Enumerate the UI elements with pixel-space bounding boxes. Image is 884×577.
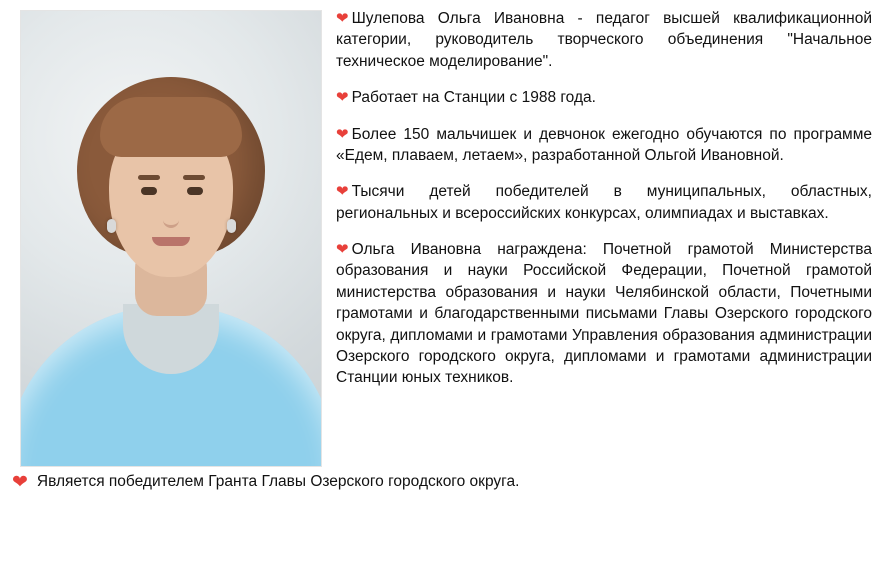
heart-icon: ❤: [336, 241, 349, 258]
heart-icon: ❤: [336, 125, 349, 143]
photo-eyebrow-left: [138, 175, 160, 180]
paragraph-text: Ольга Ивановна награждена: Почетной грамотой Министерства образования и науки Российской Федерации, Почетной грамотой министерства образования и науки Челябинской области, Почетными грамотами и благодарственными письмами Главы Озерского городского округа, дипломами и грамотами Управления образования администрации Озерского городского округа, дипломами и грамотами администрации Станции юных техников.: [336, 241, 872, 387]
portrait-photo: [20, 10, 322, 467]
photo-earring-right: [227, 219, 236, 233]
paragraph-grant: [12, 471, 872, 493]
photo-eye-left: [141, 187, 157, 195]
photo-eye-right: [187, 187, 203, 195]
heart-icon: ❤: [336, 183, 349, 201]
paragraph-text: Более 150 мальчишек и девчонок ежегодно обучаются по программе «Едем, плаваем, летаем», разработанной Ольгой Ивановной.: [336, 125, 872, 164]
paragraph-text: Работает на Станции с 1988 года.: [351, 89, 596, 107]
photo-mouth: [152, 237, 190, 246]
photo-hair-fringe: [100, 97, 242, 157]
photo-eyebrow-right: [183, 175, 205, 180]
heart-icon: ❤: [336, 10, 349, 27]
photo-earring-left: [107, 219, 116, 233]
paragraph-text: Является победителем Гранта Главы Озерского городского округа.: [36, 473, 520, 490]
paragraph-text: Шулепова Ольга Ивановна - педагог высшей квалификационной категории, руководитель творческого объединения "Начальное техническое моделирование".: [336, 10, 872, 70]
heart-icon: ❤: [336, 89, 349, 107]
photo-nose: [163, 209, 179, 228]
paragraph-text: Тысячи детей победителей в муниципальных, областных, региональных и всероссийских конкурсах, олимпиадах и выставках.: [336, 183, 872, 222]
heart-icon: ❤: [12, 472, 28, 493]
